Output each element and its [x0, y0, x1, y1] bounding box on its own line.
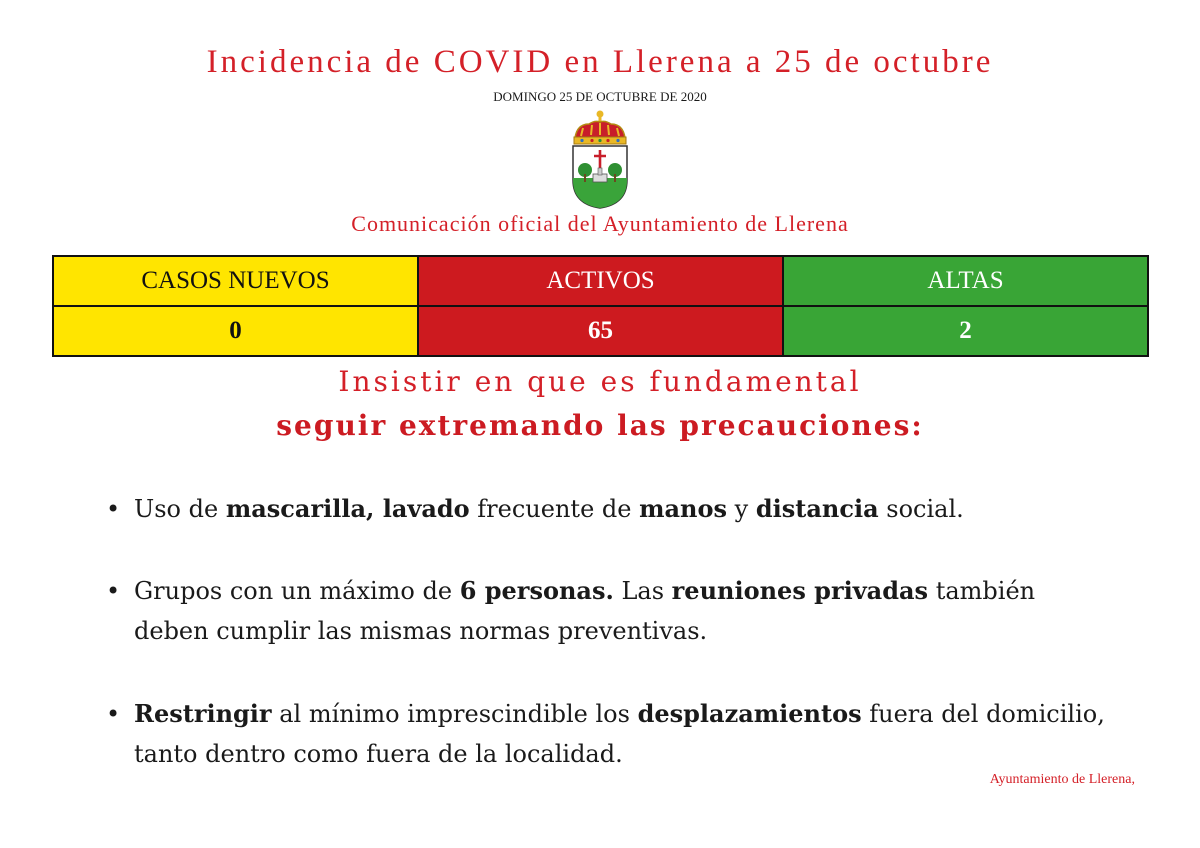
emphasis: reuniones privadas [671, 576, 929, 605]
list-item [106, 694, 1106, 774]
header-new-cases: CASOS NUEVOS [53, 256, 418, 306]
text: Las [613, 577, 672, 605]
text: también deben cumplir las mismas normas preventivas. [134, 577, 1036, 645]
text: frecuente de [469, 495, 640, 523]
emphasis: distancia [755, 494, 879, 523]
covid-stats-table [52, 255, 1149, 357]
official-communication: Comunicación oficial del Ayuntamiento de Llerena [351, 211, 849, 236]
emphasis: manos [639, 494, 728, 523]
emphasis: 6 personas. [459, 576, 614, 605]
date-subtitle: DOMINGO 25 DE OCTUBRE DE 2020 [493, 89, 707, 104]
message-line-1: Insistir en que es fundamental [338, 365, 862, 398]
text: fuera del domicilio, tanto dentro como fuera de la localidad. [134, 700, 1105, 768]
header-active: ACTIVOS [418, 256, 783, 306]
text: Uso de [134, 495, 226, 523]
text: Grupos con un máximo de [134, 577, 460, 605]
value-active: 65 [418, 306, 783, 356]
measures-list [106, 485, 1106, 774]
page-title: Incidencia de COVID en Llerena a 25 de octubre [206, 44, 994, 80]
message-line-2: seguir extremando las precauciones: [276, 409, 924, 442]
emphasis: Restringir [134, 699, 272, 728]
emphasis: desplazamientos [637, 699, 862, 728]
header-discharged: ALTAS [783, 256, 1148, 306]
coat-of-arms-icon [565, 108, 635, 210]
emphasis: mascarilla, lavado [225, 494, 470, 523]
list-item [106, 489, 1106, 529]
value-new-cases: 0 [53, 306, 418, 356]
text: y [727, 495, 756, 523]
text: al mínimo imprescindible los [271, 700, 638, 728]
value-discharged: 2 [783, 306, 1148, 356]
text: social. [878, 495, 964, 523]
signoff: Ayuntamiento de Llerena, [989, 772, 1135, 787]
list-item [106, 571, 1106, 651]
